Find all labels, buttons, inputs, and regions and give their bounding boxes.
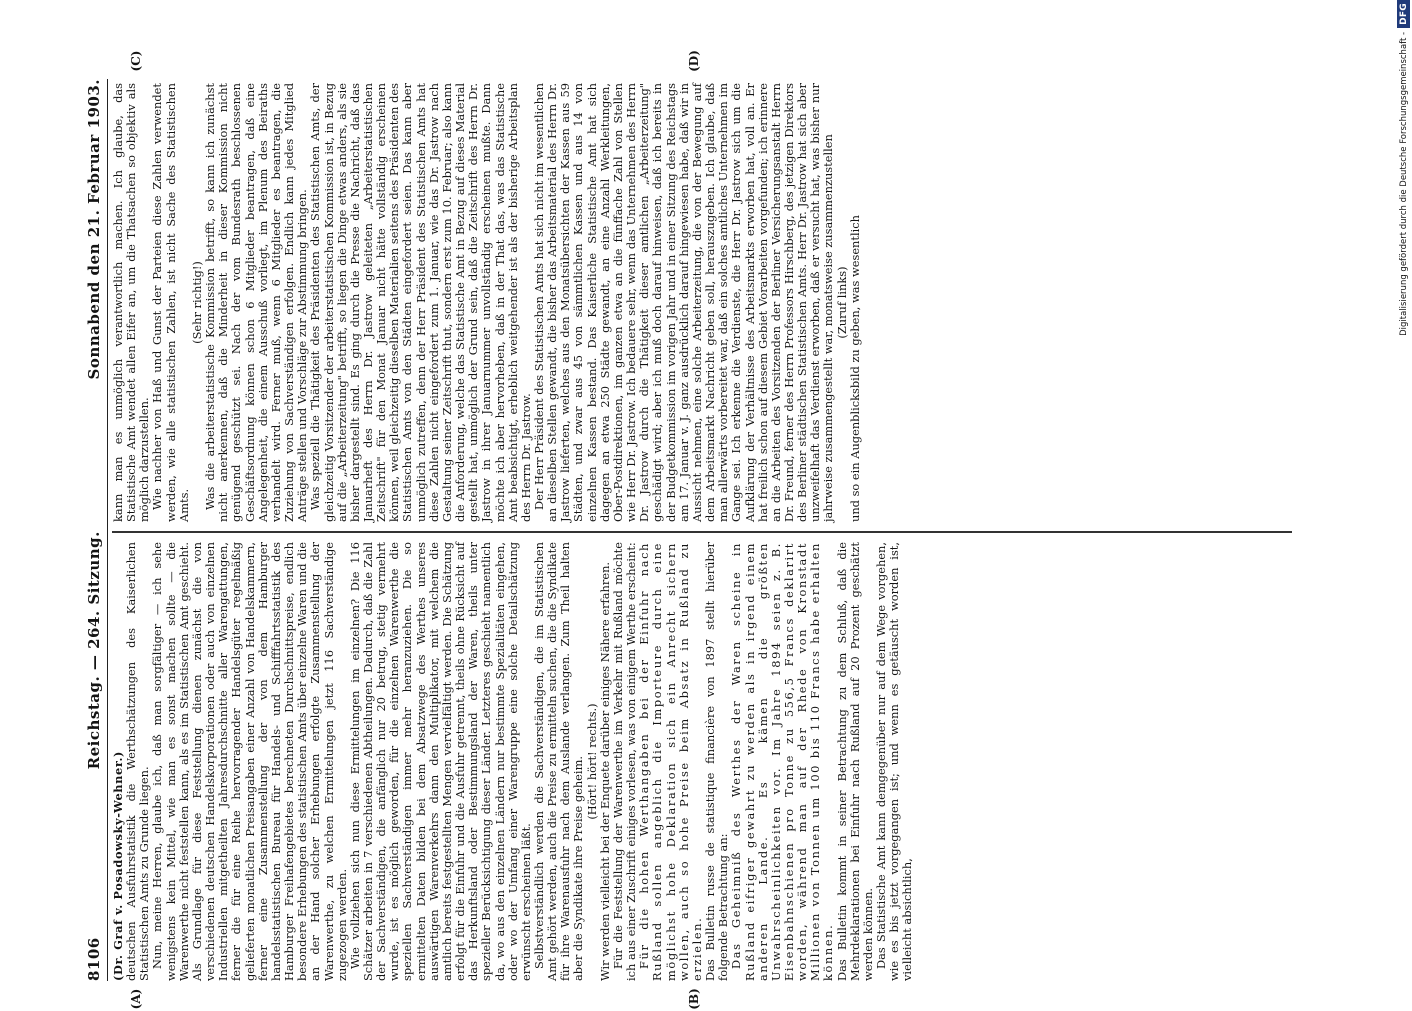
- margin-marker-a: (A): [129, 988, 143, 1010]
- paragraph: Selbstverständlich werden die Sachverständigen, die im Statistischen Amt gehört werden, auch die Preise zu ermitteln suchen, die die Syndikate für ihre Warenausfuhr nach dem Auslande verlangen. Zum Theil halten aber die Syndikate ihre Preise geheim.: [532, 542, 586, 981]
- margin-marker-b: (B): [687, 988, 701, 1010]
- dfg-logo: DFG: [1397, 0, 1410, 28]
- page-header: [85, 79, 108, 981]
- paragraph: Wir werden vielleicht bei der Enquete darüber einiges Nähere erfahren.: [597, 561, 612, 981]
- quoted-paragraph: Das Geheimniß des Werthes der Waren scheine in Rußland eifriger gewahrt zu werden als in irgend einem anderen Lande. Es kämen die größten Unwahrscheinlichkeiten vor. Im Jahre 1894 seien z. B. Eisenbahnschienen pro Tonne zu 556,5 Francs deklarirt worden, während man auf der Rhede von Kronstadt Millionen von Tonnen um 100 bis 110 Francs habe erhalten können.: [729, 542, 836, 981]
- paragraph: Wie vollziehen sich nun diese Ermittelungen im einzelnen? Die 116 Schätzer arbeiten in 7 verschiedenen Abtheilungen. Dadurch, daß die Zahl der Sachverständigen, die anfänglich nur 20 betrug, stetig vermehrt wurde, ist es möglich geworden, für die einzelnen Warenwerthe die speziellen Sachverständigen immer mehr heranzuziehen. Die so ermittelten Daten bilden bei dem Absatzwege des Werthes unseres auswärtigen Warenverkehrs dann den Multiplikator, mit welchem die amtlich bereits festgestellten Mengen vervielfältigt werden. Die Schätzung erfolgt für die Einfuhr und die Ausfuhr getrennt, theils ohne Rücksicht auf das Herkunftsland oder Bestimmungsland der Waren, theils unter spezieller Berücksichtigung dieser Länder. Letzteres geschieht namentlich da, wo aus den einzelnen Ländern nur bestimmte Spezialitäten eingehen, oder wo der Umfang einer Warengruppe eine solche Detailschätzung erwünscht erscheinen läßt.: [347, 542, 533, 981]
- paragraph: Was speziell die Thätigkeit des Präsidenten des Statistischen Amts, der gleichzeitig Vorsitzender der arbeiterstatistischen Kommission ist, in Bezug auf die „Arbeiterzeitung" betrifft, so liegen die Dinge etwas anders, als sie bisher dargestellt sind. Es ging durch die Presse die Nachricht, daß das Januarheft des Herrn Dr. Jastrow geleiteten „Arbeiterstatistischen Zeitschrift" für den Monat Januar nicht hätte vollständig erscheinen können, weil gleichzeitig dieselben Materialien seitens des Präsidenten des Statistischen Amts von den Städten eingefordert seien. Das kann aber unmöglich zutreffen, denn der Herr Präsident des Statistischen Amts hat diese Zahlen nicht eingefordert zum 1. Januar, wie das Dr. Jastrow nach Gestaltung seiner Zeitschrift thut, sondern erst zum 10. Februar; also kann die Anforderung, welche das Statistische Amt in Bezug auf dieses Material gestellt hat, unmöglich der Grund sein, daß die Zeitschrift des Herrn Dr. Jastrow in ihrer Januarnummer unvollständig erscheinen mußte. Dann möchte ich aber hervorheben, daß in der That das, was das Statistische Amt beabsichtigt, erheblich weitgehender ist als der bisherige Arbeitsplan des Herrn Dr. Jastrow.: [308, 83, 533, 522]
- paragraph: und so ein Augenblicksbild zu geben, was wesentlich: [847, 215, 862, 522]
- paragraph: Wie nachher von Haß und Gunst der Parteien diese Zahlen verwendet werden, wie alle statistischen Zahlen, ist nicht Sache des Statistischen Amts.: [150, 83, 191, 522]
- digitization-credit: [1378, 0, 1409, 1000]
- paragraph: Das Bulletin kommt in seiner Betrachtung zu dem Schluß, daß die Mehrdeklarationen bei Einfuhr nach Rußland auf 20 Prozent geschätzt werden können.: [834, 542, 875, 981]
- interjection: (Sehr richtig!): [189, 261, 204, 344]
- paragraph: Das Statistische Amt kann demgegenüber nur auf dem Wege vorgehen, wie es bis jetzt vorgegangen ist; und wenn es getäuscht worden ist, vielleicht absichtlich,: [874, 542, 915, 981]
- paragraph: deutschen Ausfuhrstatistik die Werthschätzungen des Kaiserlichen Statistischen Amts zu Grunde liegen.: [124, 542, 152, 981]
- running-head: Reichstag. — 264. Sitzung.: [85, 531, 103, 770]
- paragraph: Der Herr Präsident des Statistischen Amts hat sich nicht im wesentlichen an dieselben Stellen gewandt, die bisher das Arbeitsmaterial des Herrn Dr. Jastrow lieferten, welches aus den Monatsübersichten der Kassen aus 59 Städten, und zwar aus 45 von sämmtlichen Kassen und aus 14 von einzelnen Kassen bestand. Das Kaiserliche Statistische Amt hat sich dagegen an etwa 250 Städte gewandt, an eine Anzahl Werkleitungen, Ober-Postdirektionen, im ganzen etwa an die fünffache Zahl von Stellen wie Herr Dr. Jastrow. Ich bedauere sehr, wenn das Unternehmen des Herrn Dr. Jastrow durch die Thätigkeit dieser amtlichen „Arbeiterzeitung" geschädigt wird; aber ich muß doch darauf hinweisen, daß ich bereits in der Budgetkommission im vorigen Jahr und in einer Sitzung des Reichstags am 17. Januar v. J. ganz ausdrücklich darauf hingewiesen habe, daß wir in Aussicht nehmen, eine solche Arbeiterzeitung, die von der Bewegung auf dem Arbeitsmarkt Nachricht geben soll, herauszugeben. Ich glaube, daß man allerwärts vorbereitet war, daß ein solches amtliches Unternehmen im Gange sei. Ich erkenne die Verdienste, die Herr Dr. Jastrow sich um die Aufklärung der Verhältnisse des Arbeitsmarkts erworben hat, voll an. Er hat freilich schon auf diesem Gebiet Vorarbeiten vorgefunden; ich erinnere an die Arbeiten des Vorsitzenden der Berliner Versicherungsanstalt Herrn Dr. Freund, ferner des Herrn Professors Hirschberg, des jetzigen Direktors des Berliner städtischen Statistischen Amts. Herr Dr. Jastrow hat sich aber unzweifelhaft das Verdienst erworben, daß er versucht hat, was bisher nur jahrweise zusammengestellt war, monatsweise zusammenzustellen: [532, 83, 836, 522]
- paragraph: Nun, meine Herren, glaube ich, daß man sorgfältiger — ich sehe wenigstens kein Mittel, wie man es sonst machen sollte — die Warenwerthe nicht feststellen kann, als es im Statistischen Amt geschieht. Als Grundlage für diese Feststellung dienen zunächst die von verschiedenen deutschen Handelskorporationen oder auch von einzelnen Industriellen mitgetheilten Jahresdurchschnitte aller Warengattungen, ferner die für eine Reihe hervorragender Handelsgüter regelmäßig gelieferten monatlichen Preisangaben einer Anzahl von Handelskammern, ferner eine Zusammenstellung der von dem Hamburger handelsstatistischen Bureau für Handels- und Schifffahrtsstatistik des Hamburger Freihafengebietes berechneten Durchschnittspreise, endlich besondere Erhebungen des statistischen Amts über einzelne Waren und die an der Hand solcher Erhebungen erfolgte Zusammenstellung der Warenwerthe, zu welchen Ermittelungen jetzt 116 Sachverständige zugezogen werden.: [150, 542, 349, 981]
- paragraph: Was die arbeiterstatistische Kommission betrifft, so kann ich zunächst nicht anerkennen, daß die Minderheit in dieser Kommission nicht genügend geschützt sei. Nach der vom Bundesrath beschlossenen Geschäftsordnung können schon 6 Mitglieder beantragen, daß eine Angelegenheit, die einem Ausschuß vorliegt, im Plenum des Beiraths verhandelt wird. Ferner muß, wenn 6 Mitglieder es beantragen, die Zuziehung von Sachverständigen erfolgen. Endlich kann jedes Mitglied Anträge stellen und Vorschläge zur Abstimmung bringen.: [203, 83, 310, 522]
- interjection: (Hört! hört! rechts.): [584, 703, 599, 820]
- margin-marker-d: (D): [687, 50, 701, 72]
- paragraph: Das Bulletin russe de statistique financière von 1897 stellt hierüber folgende Betrachtung an:: [703, 542, 731, 981]
- left-column: [112, 533, 1292, 981]
- rotated-page: [85, 50, 1295, 1010]
- right-column: [112, 83, 1292, 531]
- text-columns: [112, 79, 1292, 981]
- margin-marker-c: (C): [129, 50, 143, 72]
- page-number: 8106: [85, 937, 103, 981]
- quoted-paragraph: Für die hohen Werthangaben bei der Einfuhr nach Rußland sollen angeblich die Importeure durch eine möglichst hohe Deklaration sich ein Anrecht sichern wollen, auch so hohe Preise beim Absatz in Rußland zu erzielen.: [637, 542, 704, 981]
- speaker-reference: (Dr. Graf v. Posadowsky-Wehner.): [111, 750, 125, 981]
- interjection: (Zuruf links): [834, 266, 849, 339]
- credit-text: Digitalisierung gefördert durch die Deutsche Forschungsgemeinschaft -: [1398, 31, 1409, 336]
- paragraph: kann man es unmöglich verantwortlich machen. Ich glaube, das Statistische Amt wendet allen Eifer an, um die Thatsachen so objektiv als möglich darzustellen.: [111, 83, 152, 522]
- paragraph: Für die Feststellung der Warenwerthe im Verkehr mit Rußland möchte ich aus einer Zuschrift einiges vorlesen, was von einigem Werthe erscheint:: [610, 542, 639, 981]
- session-date: Sonnabend den 21. Februar 1903.: [85, 79, 103, 380]
